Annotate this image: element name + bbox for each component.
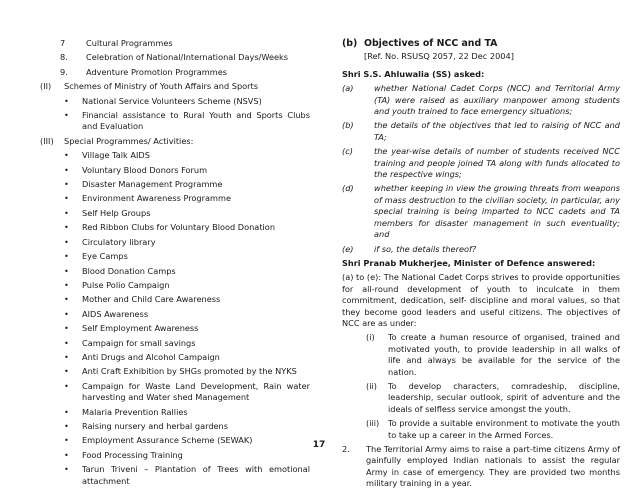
bullet-item: • Campaign for small savings bbox=[64, 337, 196, 348]
bullet-icon: • bbox=[64, 420, 69, 431]
bullet-icon: • bbox=[64, 308, 69, 319]
bullet-item: • National Service Volunteers Scheme (NSVS) bbox=[64, 95, 262, 106]
bullet-icon: • bbox=[64, 193, 69, 204]
bullet-icon: • bbox=[64, 110, 69, 121]
answer-point: 2. The Territorial Army aims to raise a part-time citizens Army of gainfully employed Indian nationals to assist the regular Army in case of emergency. They are provided two months military training in a year. bbox=[342, 444, 620, 489]
bullet-icon: • bbox=[64, 150, 69, 161]
bullet-icon: • bbox=[64, 279, 69, 290]
bullet-icon: • bbox=[64, 449, 69, 460]
list-item: 9. Adventure Promotion Programmes bbox=[60, 66, 228, 77]
bullet-item: • Circulatory library bbox=[64, 236, 156, 247]
objective-item: (iii) To provide a suitable environment to motivate the youth to take up a career in the Armed Forces. bbox=[366, 418, 620, 440]
bullet-item: • Mother and Child Care Awareness bbox=[64, 294, 221, 305]
bullet-item: • Anti Drugs and Alcohol Campaign bbox=[64, 351, 220, 362]
left-column bbox=[40, 38, 310, 487]
list-item: 7 Cultural Programmes bbox=[60, 38, 173, 48]
answer-intro: (a) to (e): The National Cadet Corps strives to provide opportunities for all-round development of youth to inculcate in them commitment, dedication, self- discipline and moral values, so that they become good leaders and useful citizens. The objectives of NCC are as under: bbox=[342, 272, 620, 328]
bullet-icon: • bbox=[64, 207, 69, 218]
question-list bbox=[342, 83, 620, 255]
bullet-item: • Village Talk AIDS bbox=[64, 150, 150, 161]
bullet-item: • Anti Craft Exhibition by SHGs promoted by the NYKS bbox=[64, 366, 297, 377]
page-number: 17 bbox=[312, 440, 326, 450]
bullet-icon: • bbox=[64, 164, 69, 175]
bullet-item: • Eye Camps bbox=[64, 251, 128, 262]
bullet-icon: • bbox=[64, 366, 69, 377]
bullet-item: • Red Ribbon Clubs for Voluntary Blood Donation bbox=[64, 222, 276, 233]
bullet-list bbox=[40, 147, 310, 487]
question-item: (e) if so, the details thereof? bbox=[342, 243, 477, 254]
bullet-icon: • bbox=[64, 236, 69, 247]
bullet-icon: • bbox=[64, 251, 69, 262]
right-column bbox=[342, 38, 620, 490]
bullet-icon: • bbox=[64, 351, 69, 362]
bullet-item: • Self Help Groups bbox=[64, 207, 151, 218]
bullet-item: • AIDS Awareness bbox=[64, 308, 149, 319]
objective-item: (i) To create a human resource of organised, trained and motivated youth, to provide leadership in all walks of life and always be available for the service of the nation. bbox=[366, 332, 620, 377]
bullet-item: • Employment Assurance Scheme (SEWAK) bbox=[64, 435, 253, 446]
section-heading: (III) Special Programmes/ Activities: bbox=[40, 135, 194, 146]
bullet-item: • Food Processing Training bbox=[64, 449, 183, 460]
objective-item: (ii) To develop characters, comradeship, discipline, leadership, secular outlook, spirit of adventure and the ideals of selfless service amongst the youth. bbox=[366, 380, 620, 414]
bullet-icon: • bbox=[64, 380, 69, 391]
bullet-icon: • bbox=[64, 435, 69, 446]
question-item: (c) the year-wise details of number of students received NCC training and people joined TA along with funds allocated to the respective wings; bbox=[342, 146, 620, 180]
asker: Shri S.S. Ahluwalia (SS) asked: bbox=[342, 68, 485, 79]
section-title: (b) Objectives of NCC and TA bbox=[342, 38, 498, 49]
bullet-icon: • bbox=[64, 222, 69, 233]
question-item: (d) whether keeping in view the growing threats from weapons of mass destruction to the civilian society, in particular, any special training is being imparted to NCC cadets and TA members for disaster management in such eventuality; and bbox=[342, 183, 620, 240]
bullet-item: • Financial assistance to Rural Youth and Sports Clubs and Evaluation bbox=[64, 110, 310, 132]
question-item: (a) whether National Cadet Corps (NCC) and Territorial Army (TA) were raised as auxiliary manpower among students and youth trained to face emergency situations; bbox=[342, 83, 620, 117]
answerer: Shri Pranab Mukherjee, Minister of Defence answered: bbox=[342, 257, 596, 268]
bullet-item: • Malaria Prevention Rallies bbox=[64, 406, 188, 417]
section-heading: (II) Schemes of Ministry of Youth Affairs and Sports bbox=[40, 81, 259, 92]
bullet-item: • Pulse Polio Campaign bbox=[64, 279, 170, 290]
bullet-icon: • bbox=[64, 95, 69, 106]
bullet-item: • Voluntary Blood Donors Forum bbox=[64, 164, 208, 175]
bullet-item: • Blood Donation Camps bbox=[64, 265, 176, 276]
bullet-icon: • bbox=[64, 464, 69, 475]
bullet-item: • Tarun Triveni – Plantation of Trees with emotional attachment bbox=[64, 464, 310, 486]
bullet-icon: • bbox=[64, 179, 69, 190]
list-item: 8. Celebration of National/International Days/Weeks bbox=[60, 52, 289, 63]
objective-list bbox=[342, 332, 620, 444]
bullet-icon: • bbox=[64, 406, 69, 417]
bullet-icon: • bbox=[64, 337, 69, 348]
bullet-icon: • bbox=[64, 265, 69, 276]
bullet-item: • Raising nursery and herbal gardens bbox=[64, 420, 229, 431]
bullet-item: • Campaign for Waste Land Development, Rain water harvesting and Water shed Management bbox=[64, 380, 310, 403]
bullet-item: • Disaster Management Programme bbox=[64, 179, 223, 190]
reference: [Ref. No. RSUSQ 2057, 22 Dec 2004] bbox=[364, 51, 514, 62]
bullet-icon: • bbox=[64, 294, 69, 305]
question-item: (b) the details of the objectives that led to raising of NCC and TA; bbox=[342, 120, 620, 142]
bullet-item: • Self Employment Awareness bbox=[64, 323, 199, 334]
bullet-item: • Environment Awareness Programme bbox=[64, 193, 232, 204]
bullet-icon: • bbox=[64, 323, 69, 334]
